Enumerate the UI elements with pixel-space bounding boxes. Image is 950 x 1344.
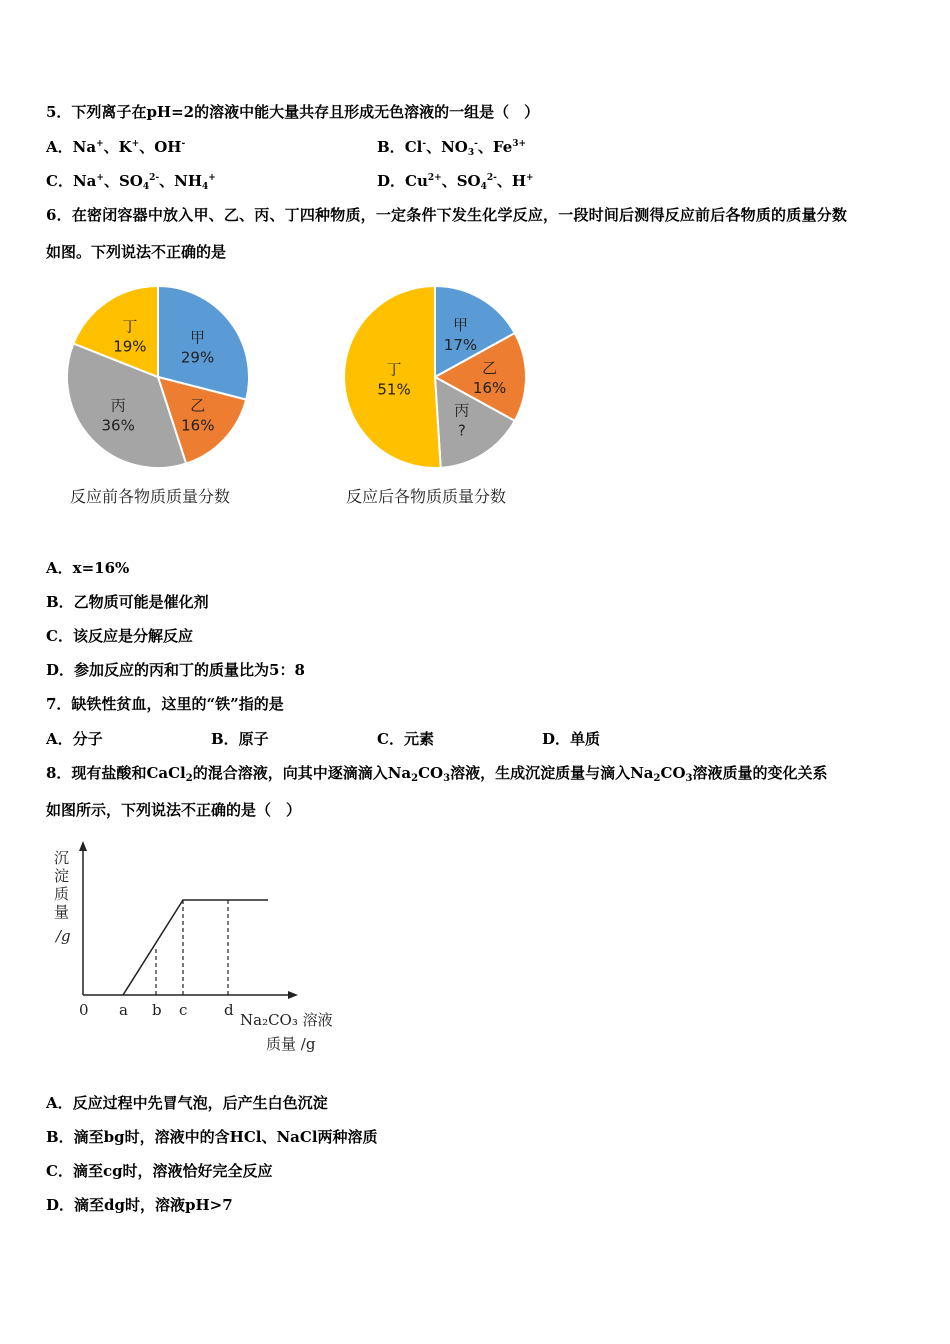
ion-base: 、NH: [159, 172, 202, 190]
q6-option-d: D．参加反应的丙和丁的质量比为5：8: [46, 661, 305, 679]
q7-stem: 7．缺铁性贫血，这里的“铁”指的是: [46, 695, 284, 713]
x-axis-arrow: [288, 991, 298, 999]
ion-charge: -: [181, 139, 186, 149]
pie-slice-label-1: 16%: [472, 379, 507, 397]
ion-charge: 3+: [512, 139, 527, 149]
ion-charge: +: [131, 139, 140, 149]
x-label-line1: Na₂CO₃ 溶液: [240, 1011, 333, 1029]
q5-option-b: B．Cl-、$NO_3^-$、$Fe^{3+}$: [377, 138, 527, 158]
q5-option-c: C．Na+、$SO_4^{2-}$、$NH_4^+$: [46, 172, 216, 192]
q8-option-a: A．反应过程中先冒气泡，后产生白色沉淀: [46, 1094, 328, 1112]
pie-slice-label-3: 51%: [377, 380, 411, 399]
ion-charge: 2-: [486, 173, 497, 183]
x-tick-label: a: [119, 1001, 128, 1019]
q6-option-c: C．该反应是分解反应: [46, 627, 193, 645]
q6-option-a: A．x=16%: [46, 559, 130, 577]
ion-charge: +: [208, 173, 216, 183]
x-tick-label: c: [179, 1001, 188, 1019]
pie-before-title: 反应前各物质质量分数: [70, 487, 231, 506]
ion-base: Cl: [404, 138, 423, 156]
q8-stem-line2: 如图所示，下列说法不正确的是（ ）: [46, 801, 302, 819]
q5-c-ions: [73, 172, 216, 190]
x-tick-label: b: [152, 1001, 162, 1019]
ion-base: Na: [72, 138, 97, 156]
precipitate-graph: [40, 835, 370, 1060]
precipitate-curve: [123, 900, 268, 995]
y-axis-arrow: [79, 841, 87, 851]
pie-slice-label-2: 36%: [101, 416, 135, 435]
ion-charge: +: [96, 173, 104, 183]
q6-stem-line2: 如图。下列说法不正确的是: [46, 243, 227, 261]
q5-a-ions: [73, 138, 186, 156]
ion-base: 、H: [496, 172, 527, 190]
ion-subscript: 4: [142, 182, 150, 192]
ion-subscript: 4: [202, 182, 209, 192]
pie-slice-name-0: 甲: [190, 328, 206, 347]
pie-after-title: 反应后各物质质量分数: [346, 487, 507, 506]
pie-slice-label-3: 19%: [113, 337, 147, 356]
ion-base: 、Fe: [477, 138, 513, 156]
y-label-char: 沉: [54, 849, 70, 867]
q5-b-ions: [405, 138, 526, 156]
pie-slice-label-0: 29%: [180, 348, 215, 367]
q6-option-b: B．乙物质可能是催化剂: [46, 593, 209, 611]
ion-charge: 2-: [149, 173, 160, 183]
y-label-char: 量: [54, 903, 70, 921]
ion-base: 、K: [103, 138, 132, 156]
pie-slice-name-2: 丙: [110, 396, 126, 415]
x-tick-label: 0: [79, 1001, 89, 1019]
ion-base: Cu: [405, 172, 428, 190]
ion-base: Na: [72, 172, 97, 190]
ion-base: 、OH: [139, 138, 182, 156]
q7-option-b: B．原子: [211, 730, 269, 748]
pie-chart-after: [338, 280, 538, 480]
ion-subscript: 3: [467, 148, 475, 158]
y-label-unit: /g: [56, 927, 71, 945]
pie-slice-name-0: 甲: [452, 315, 468, 334]
ion-base: 、SO: [103, 172, 143, 190]
q5-d-ions: [405, 172, 534, 190]
q8-stem-line1: 8．现有盐酸和CaCl$_2$的混合溶液，向其中逐滴滴入$Na_2CO_3$溶液，生成沉淀质量与滴入$Na_2CO_3$溶液质量的变化关系: [46, 764, 828, 784]
ion-subscript: 4: [480, 182, 487, 192]
ion-base: 、NO: [426, 138, 468, 156]
q6-stem-line1: 6．在密闭容器中放入甲、乙、丙、丁四种物质，一定条件下发生化学反应，一段时间后测得反应前后各物质的质量分数: [46, 206, 848, 224]
pie-slice-name-3: 丁: [386, 360, 402, 379]
q7-option-c: C．元素: [377, 730, 434, 748]
pie-slice-label-2: ?: [457, 421, 466, 440]
y-label-char: 质: [54, 885, 70, 903]
x-tick-label: d: [224, 1001, 234, 1019]
ion-charge: 2+: [427, 173, 442, 183]
ion-charge: +: [96, 139, 104, 149]
q5-stem: 5．下列离子在pH=2的溶液中能大量共存且形成无色溶液的一组是（ ）: [46, 103, 540, 121]
pie-slice-name-1: 乙: [482, 359, 498, 377]
ion-charge: -: [422, 139, 427, 149]
pie-slice-label-0: 17%: [443, 335, 478, 354]
pie-slice-name-2: 丙: [454, 401, 470, 420]
ion-charge: -: [474, 139, 478, 149]
pie-slice-label-1: 16%: [181, 416, 215, 435]
pie-slice-name-3: 丁: [122, 317, 138, 336]
q8-option-b: B．滴至bg时，溶液中的含HCl、NaCl两种溶质: [46, 1128, 378, 1146]
x-label-line2: 质量 /g: [266, 1035, 316, 1053]
ion-charge: +: [526, 173, 534, 183]
q5-option-a: A．Na+、K+、OH-: [46, 138, 186, 156]
q8-option-d: D．滴至dg时，溶液pH>7: [46, 1196, 233, 1214]
q5-option-d: D．$Cu^{2+}$、$SO_4^{2-}$、H+: [377, 172, 534, 192]
q7-option-a: A．分子: [46, 730, 103, 748]
ion-base: 、SO: [441, 172, 481, 190]
q7-option-d: D．单质: [542, 730, 601, 748]
q8-option-c: C．滴至cg时，溶液恰好完全反应: [46, 1162, 273, 1180]
y-label-char: 淀: [54, 867, 70, 885]
pie-chart-before: [60, 280, 260, 480]
pie-slice-name-1: 乙: [190, 396, 206, 415]
